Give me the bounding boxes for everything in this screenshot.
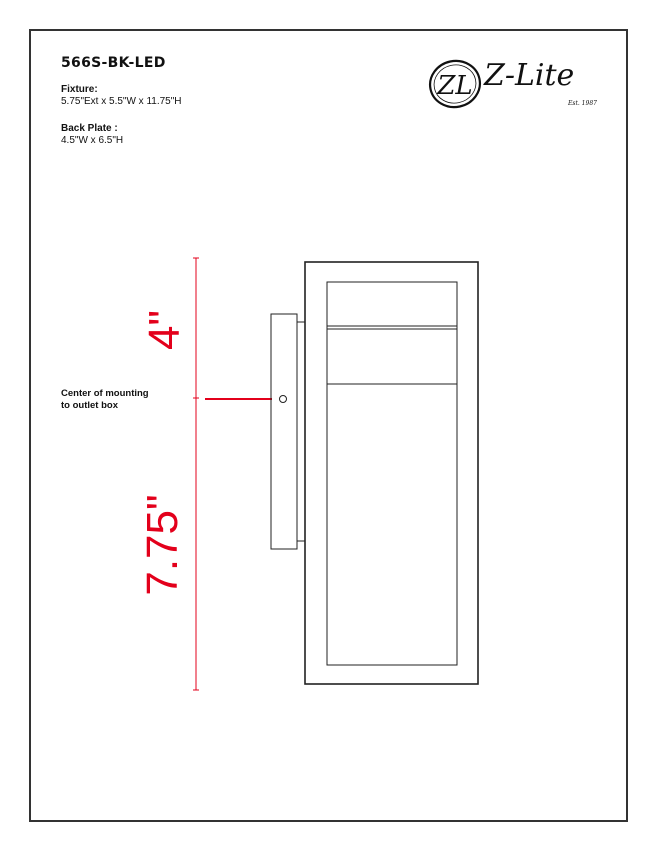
fixture-label: Fixture:: [61, 84, 98, 95]
mounting-note: [61, 388, 149, 412]
backplate-label: Back Plate :: [61, 123, 118, 134]
dimension-bottom-label: 7.75": [138, 494, 187, 596]
back-plate: [271, 314, 297, 549]
logo-brand-text: Z-Lite: [484, 58, 575, 93]
mounting-hole-icon: [280, 396, 287, 403]
logo-established: Est. 1987: [568, 100, 597, 107]
fixture-dimensions: 5.75"Ext x 5.5"W x 11.75"H: [61, 96, 182, 107]
mounting-note-line1: Center of mounting: [61, 388, 149, 399]
fixture-inner-frame: [327, 282, 457, 665]
mounting-note-line2: to outlet box: [61, 400, 118, 411]
logo-monogram-text: ZL: [437, 71, 473, 101]
back-plate-spacer: [297, 322, 305, 541]
model-number: 566S-BK-LED: [61, 55, 166, 71]
fixture-outer-frame: [305, 262, 478, 684]
dimension-top-label: 4": [140, 309, 189, 351]
backplate-dimensions: 4.5"W x 6.5"H: [61, 135, 124, 146]
